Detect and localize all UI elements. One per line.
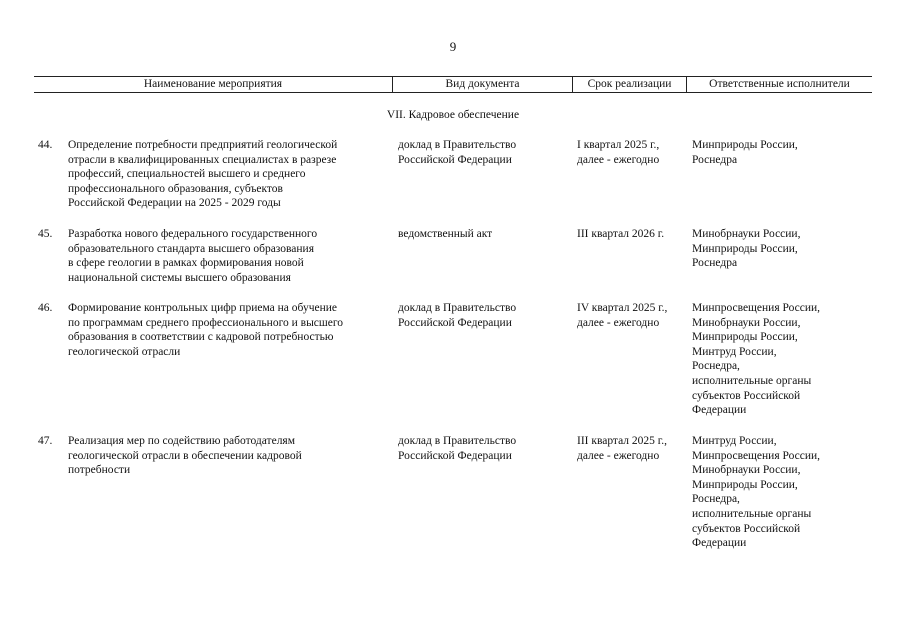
event-name: [68, 138, 386, 211]
header-col-term: Срок реализации: [587, 78, 672, 90]
row-number: 45.: [38, 228, 53, 240]
responsible-executors-line: Роснедра: [692, 257, 738, 270]
implementation-term-line: III квартал 2026 г.: [577, 228, 665, 240]
event-name-line: профессий, специальностей высшего и среднего: [68, 168, 306, 181]
event-name-line: геологической отрасли: [68, 345, 181, 358]
event-name: [68, 301, 386, 359]
event-name-line: по программам среднего профессионального и высшего: [68, 316, 344, 329]
responsible-executors-line: субъектов Российской: [692, 522, 801, 535]
responsible-executors: [692, 138, 872, 167]
row-number: 46.: [38, 302, 53, 314]
header-col-resp: Ответственные исполнители: [709, 78, 850, 90]
section-title: VII. Кадровое обеспечение: [386, 109, 520, 121]
responsible-executors-line: исполнительные органы: [692, 507, 812, 520]
responsible-executors: [692, 434, 872, 551]
implementation-term: [577, 434, 687, 463]
event-name: [68, 434, 386, 478]
responsible-executors-line: исполнительные органы: [692, 374, 812, 387]
responsible-executors-line: Роснедра,: [692, 360, 740, 373]
event-name-line: отрасли в квалифицированных специалистах в разрезе: [68, 153, 337, 166]
responsible-executors: [692, 301, 872, 418]
responsible-executors-line: субъектов Российской: [692, 389, 801, 402]
implementation-term-line: III квартал 2025 г.,: [577, 435, 667, 447]
document-type: [398, 138, 568, 167]
document-type-line: доклад в Правительство: [398, 435, 517, 447]
document-type-line: ведомственный акт: [398, 228, 493, 240]
event-name-line: Российской Федерации на 2025 - 2029 годы: [68, 197, 281, 210]
implementation-term: [577, 138, 687, 167]
event-name-line: в сфере геологии в рамках формирования новой: [68, 257, 304, 270]
document-type-line: Российской Федерации: [398, 153, 512, 166]
document-type: [398, 434, 568, 463]
event-name-line: Формирование контрольных цифр приема на обучение: [68, 302, 337, 314]
event-name-line: потребности: [68, 464, 131, 477]
responsible-executors-line: Роснедра,: [692, 493, 740, 506]
responsible-executors-line: Минобрнауки России,: [692, 464, 801, 477]
row-number: 44.: [38, 139, 53, 151]
implementation-term-line: I квартал 2025 г.,: [577, 139, 660, 151]
implementation-term-line: IV квартал 2025 г.,: [577, 302, 668, 314]
event-name-line: Реализация мер по содействию работодателям: [68, 435, 295, 447]
responsible-executors-line: Минприроды России,: [692, 139, 798, 151]
implementation-term-line: далее - ежегодно: [577, 449, 660, 462]
document-type-line: доклад в Правительство: [398, 302, 517, 314]
responsible-executors-line: Минпросвещения России,: [692, 302, 821, 314]
document-type-line: Российской Федерации: [398, 449, 512, 462]
responsible-executors-line: Минобрнауки России,: [692, 316, 801, 329]
document-type: [398, 227, 568, 242]
implementation-term-line: далее - ежегодно: [577, 153, 660, 166]
event-name-line: национальной системы высшего образования: [68, 271, 291, 284]
responsible-executors-line: Минтруд России,: [692, 435, 777, 447]
event-name-line: образовательного стандарта высшего образования: [68, 242, 315, 255]
implementation-term: [577, 227, 687, 242]
responsible-executors-line: Роснедра: [692, 153, 738, 166]
responsible-executors: [692, 227, 872, 271]
responsible-executors-line: Минтруд России,: [692, 345, 777, 358]
header-col-name: Наименование мероприятия: [143, 78, 283, 90]
event-name-line: образования в соответствии с кадровой потребностью: [68, 331, 334, 344]
responsible-executors-line: Федерации: [692, 537, 747, 550]
responsible-executors-line: Минобрнауки России,: [692, 228, 801, 240]
event-name-line: Разработка нового федерального государственного: [68, 228, 318, 240]
event-name-line: геологической отрасли в обеспечении кадровой: [68, 449, 302, 462]
document-type: [398, 301, 568, 330]
document-type-line: доклад в Правительство: [398, 139, 517, 151]
event-name-line: профессионального образования, субъектов: [68, 182, 283, 195]
event-name: [68, 227, 386, 285]
header-col-doc: Вид документа: [445, 78, 520, 90]
page-number: 9: [449, 39, 457, 54]
responsible-executors-line: Минпросвещения России,: [692, 449, 821, 462]
event-name-line: Определение потребности предприятий геологической: [68, 139, 338, 151]
responsible-executors-line: Минприроды России,: [692, 478, 798, 491]
responsible-executors-line: Минприроды России,: [692, 331, 798, 344]
responsible-executors-line: Минприроды России,: [692, 242, 798, 255]
document-type-line: Российской Федерации: [398, 316, 512, 329]
row-number: 47.: [38, 435, 53, 447]
responsible-executors-line: Федерации: [692, 404, 747, 417]
implementation-term: [577, 301, 687, 330]
table-header-bottom-rule: [34, 92, 872, 93]
implementation-term-line: далее - ежегодно: [577, 316, 660, 329]
